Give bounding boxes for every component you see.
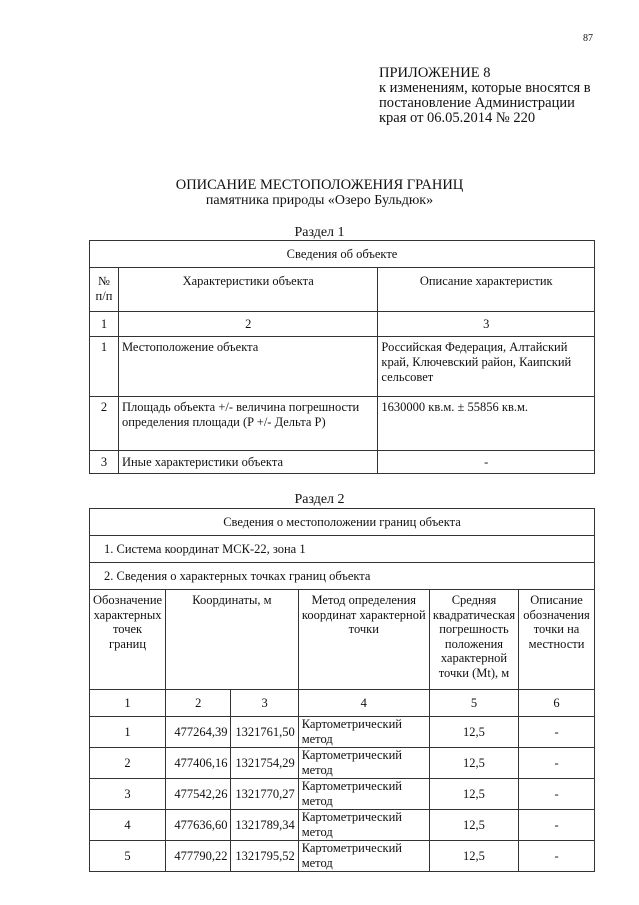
method: Картометрический метод [298, 779, 429, 810]
coord-y: 1321761,50 [231, 717, 298, 748]
coord-x: 477790,22 [166, 841, 231, 872]
table-row [90, 748, 595, 779]
table-row [90, 841, 595, 872]
row-characteristic: Местоположение объекта [118, 337, 377, 397]
row-characteristic: Площадь объекта +/- величина погрешности определения площади (P +/- Дельта P) [118, 397, 377, 451]
point-number: 4 [90, 810, 166, 841]
column-number: 6 [519, 690, 595, 717]
column-number: 3 [378, 312, 595, 337]
section2-label: Раздел 2 [294, 492, 345, 507]
column-number: 3 [231, 690, 298, 717]
row-number: 1 [90, 337, 119, 397]
column-header-coordinates: Координаты, м [166, 590, 299, 690]
location-desc: - [519, 748, 595, 779]
column-number: 1 [90, 312, 119, 337]
boundary-points-table [89, 508, 595, 872]
point-number: 5 [90, 841, 166, 872]
coord-y: 1321754,29 [231, 748, 298, 779]
location-desc: - [519, 841, 595, 872]
section1-label: Раздел 1 [294, 225, 345, 240]
table-row [90, 337, 595, 397]
coord-x: 477542,26 [166, 779, 231, 810]
point-number: 3 [90, 779, 166, 810]
table-row [90, 717, 595, 748]
table-row [90, 451, 595, 474]
page-number: 87 [583, 33, 593, 44]
location-desc: - [519, 810, 595, 841]
method: Картометрический метод [298, 717, 429, 748]
column-header-method: Метод определения координат характерной точки [298, 590, 429, 690]
method: Картометрический метод [298, 810, 429, 841]
method: Картометрический метод [298, 748, 429, 779]
point-number: 2 [90, 748, 166, 779]
column-number: 4 [298, 690, 429, 717]
location-desc: - [519, 779, 595, 810]
table-row [90, 810, 595, 841]
coord-y: 1321770,27 [231, 779, 298, 810]
row-description: Российская Федерация, Алтайский край, Ключевский район, Каипский сельсовет [378, 337, 595, 397]
mean-error: 12,5 [429, 841, 518, 872]
table-header: Сведения о местоположении границ объекта [90, 509, 595, 536]
column-header-number: № п/п [90, 268, 119, 312]
coord-x: 477406,16 [166, 748, 231, 779]
table-header: Сведения об объекте [90, 241, 595, 268]
column-number: 5 [429, 690, 518, 717]
appendix-line: к изменениям, которые вносятся в [379, 80, 591, 96]
coord-x: 477264,39 [166, 717, 231, 748]
column-number: 2 [118, 312, 377, 337]
coord-x: 477636,60 [166, 810, 231, 841]
row-number: 2 [90, 397, 119, 451]
appendix-title: ПРИЛОЖЕНИЕ 8 [379, 65, 491, 81]
document-subtitle: памятника природы «Озеро Бульдюк» [205, 193, 434, 208]
column-number: 1 [90, 690, 166, 717]
mean-error: 12,5 [429, 779, 518, 810]
column-header-location: Описание обозначения точки на местности [519, 590, 595, 690]
column-number: 2 [166, 690, 231, 717]
coord-y: 1321789,34 [231, 810, 298, 841]
object-info-table [89, 240, 595, 474]
coordinate-system: 1. Система координат МСК-22, зона 1 [90, 536, 595, 563]
column-header-description: Описание характеристик [378, 268, 595, 312]
row-number: 3 [90, 451, 119, 474]
appendix-line: края от 06.05.2014 № 220 [379, 110, 536, 126]
points-info-heading: 2. Сведения о характерных точках границ объекта [90, 563, 595, 590]
row-description: 1630000 кв.м. ± 55856 кв.м. [378, 397, 595, 451]
document-title: ОПИСАНИЕ МЕСТОПОЛОЖЕНИЯ ГРАНИЦ [175, 177, 464, 193]
row-characteristic: Иные характеристики объекта [118, 451, 377, 474]
location-desc: - [519, 717, 595, 748]
method: Картометрический метод [298, 841, 429, 872]
column-header-characteristic: Характеристики объекта [118, 268, 377, 312]
table-row [90, 779, 595, 810]
table-row [90, 397, 595, 451]
column-header-error: Средняя квадратическая погрешность положения характерной точки (Mt), м [429, 590, 518, 690]
row-description: - [378, 451, 595, 474]
mean-error: 12,5 [429, 810, 518, 841]
point-number: 1 [90, 717, 166, 748]
appendix-line: постановление Администрации [379, 95, 575, 111]
appendix-block [379, 66, 591, 126]
mean-error: 12,5 [429, 748, 518, 779]
column-header-designation: Обозначение характерных точек границ [90, 590, 166, 690]
mean-error: 12,5 [429, 717, 518, 748]
coord-y: 1321795,52 [231, 841, 298, 872]
